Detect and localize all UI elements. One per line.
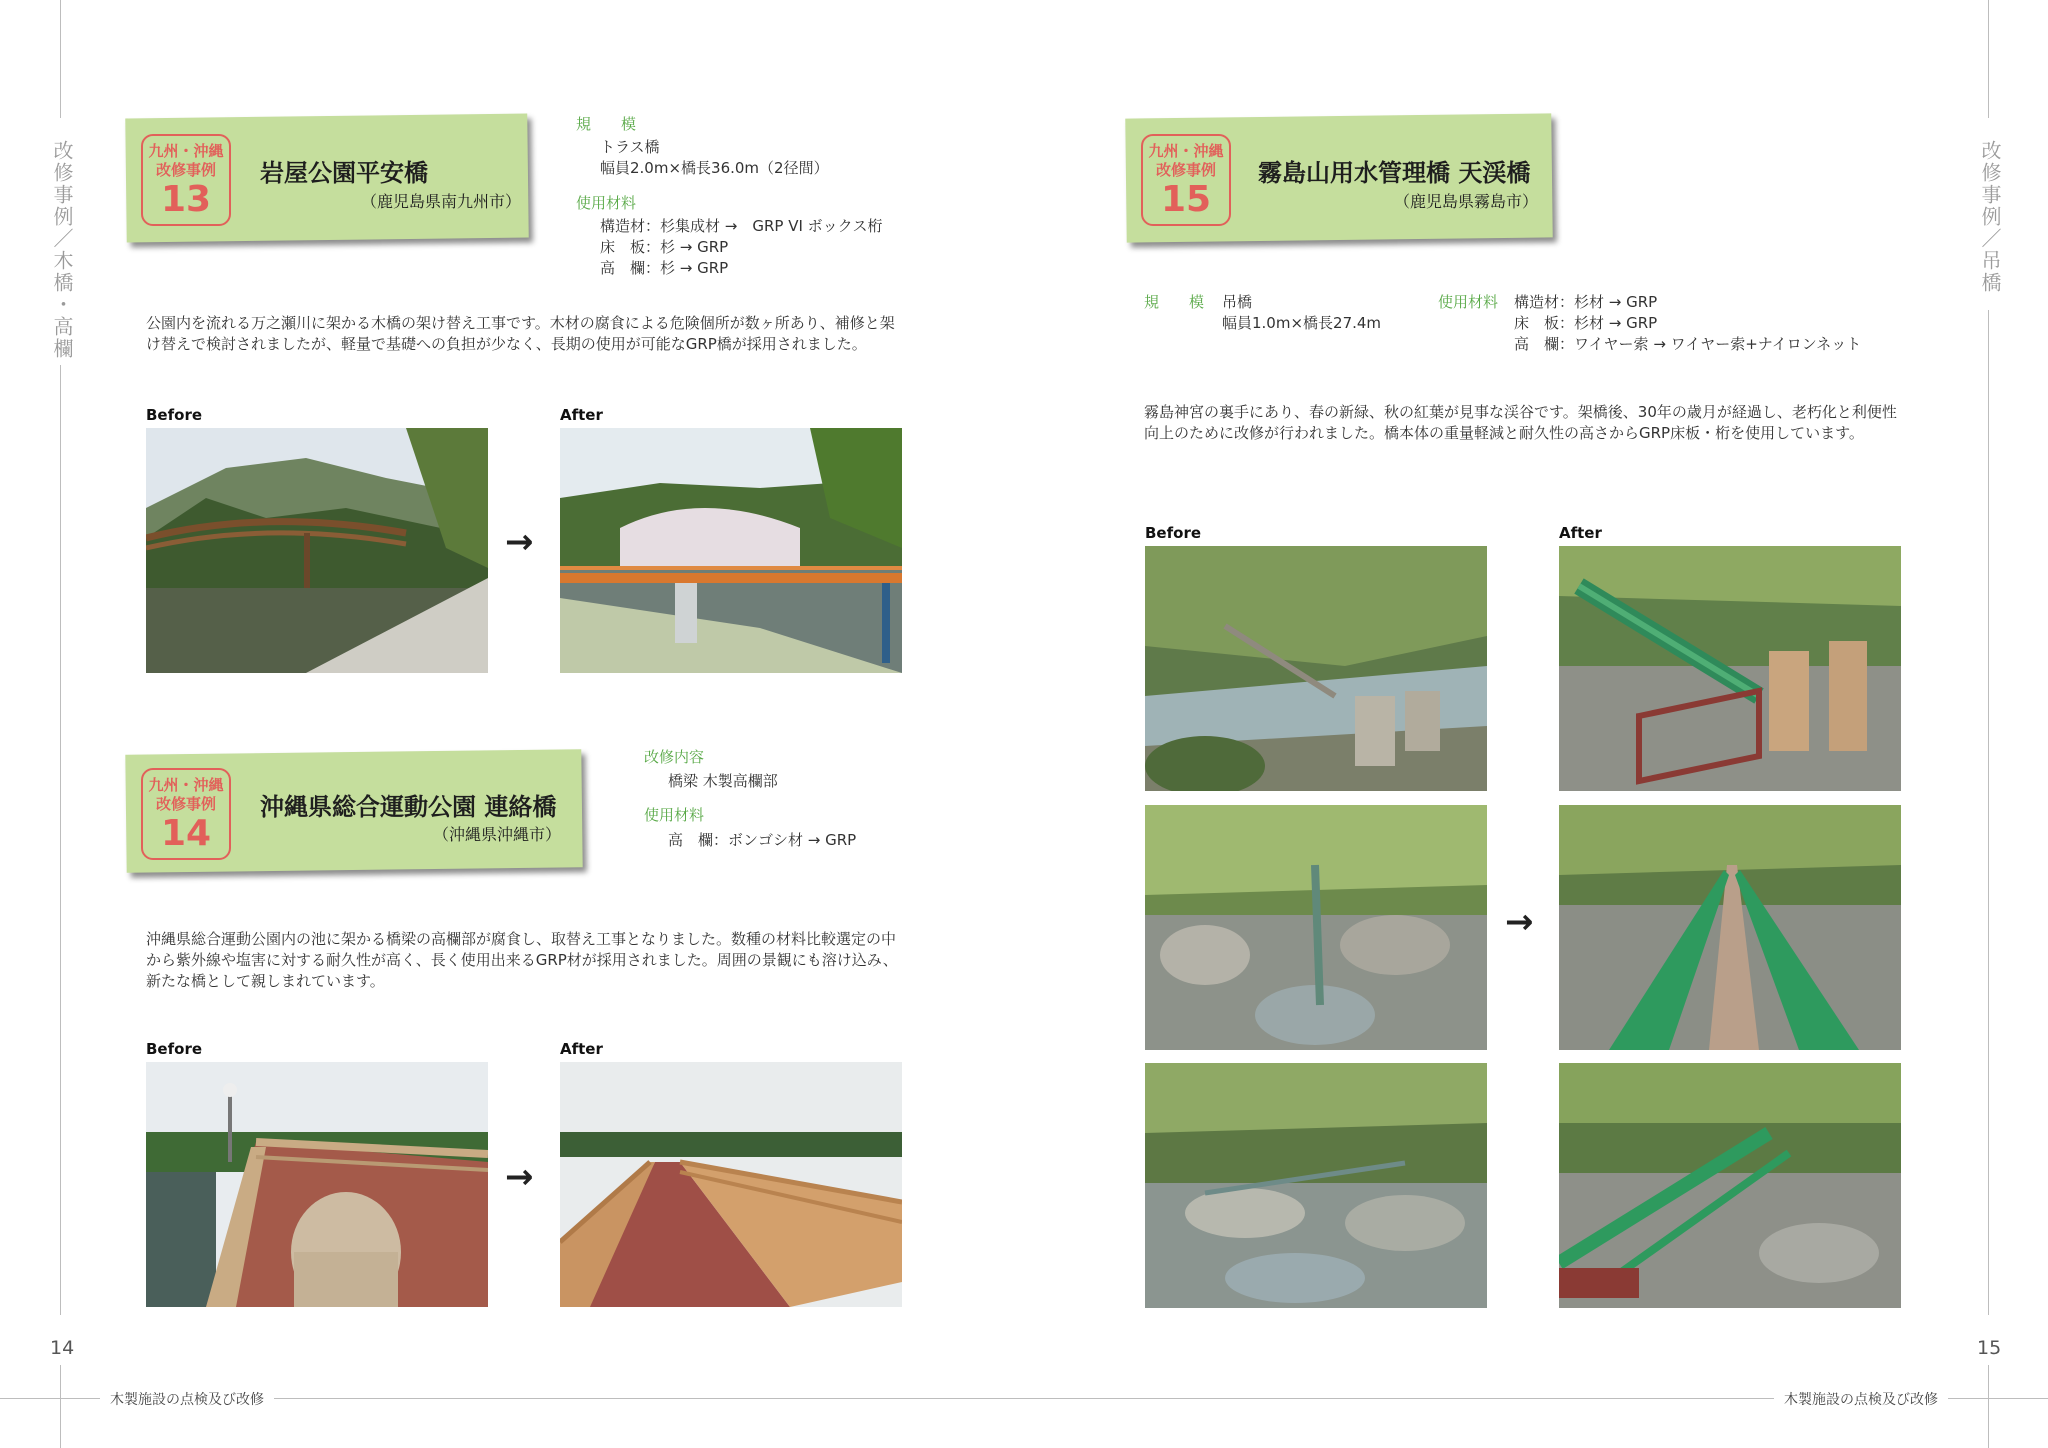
case14-arrow: → — [505, 1157, 534, 1197]
case15-material-deck: 床 板：杉材 → GRP — [1514, 314, 1658, 332]
case15-after-label: After — [1559, 524, 1602, 542]
case15-scale-type: 吊橋 — [1222, 293, 1253, 311]
case15-description: 霧島神宮の裏手にあり、春の新緑、秋の紅葉が見事な渓谷です。架橋後、30年の歳月が経過し、老朽化と利便性向上のために改修が行われました。橋本体の重量軽減と耐久性の高さからGRP床板・桁を使用しています。 — [1144, 403, 1897, 442]
case15-material-structure: 構造材：杉材 → GRP — [1514, 293, 1658, 311]
left-margin-line-bottom — [60, 365, 61, 1315]
sidebar-left-section-title: 改修事例／木橋・高欄 — [50, 140, 74, 360]
case15-after-photo-2 — [1559, 805, 1901, 1050]
page-number-left: 14 — [50, 1337, 75, 1359]
case15-after-photo-3 — [1559, 1063, 1901, 1308]
case14-material-railing: 高 欄：ボンゴシ材 → GRP — [668, 831, 857, 849]
footer-rule — [0, 1398, 2048, 1399]
case15-scale-dimensions: 幅員1.0m×橋長27.4m — [1222, 314, 1382, 332]
case13-after-photo — [560, 428, 902, 673]
case13-before-photo — [146, 428, 488, 673]
case14-badge-number: 14 — [160, 813, 212, 854]
case13-location: （鹿児島県南九州市） — [361, 192, 522, 211]
right-footer-tick — [1988, 1365, 1989, 1448]
page-number-right: 15 — [1977, 1337, 2002, 1359]
case15-material-railing: 高 欄：ワイヤー索 → ワイヤー索+ナイロンネット — [1514, 335, 1862, 353]
case13-after-label: After — [560, 406, 603, 424]
case15-badge — [1141, 134, 1231, 226]
case14-before-photo — [146, 1062, 488, 1307]
case15-badge-number: 15 — [1160, 179, 1212, 220]
footer-title-left: 木製施設の点検及び改修 — [100, 1389, 274, 1409]
case15-after-photo-1 — [1559, 546, 1901, 791]
case15-arrow: → — [1505, 902, 1534, 942]
case14-title: 沖縄県総合運動公園 連絡橋 — [260, 793, 557, 821]
case15-before-photo-3 — [1145, 1063, 1487, 1308]
case15-before-photo-1 — [1145, 546, 1487, 791]
case14-badge — [141, 768, 231, 860]
case13-scale-heading: 規 模 — [576, 115, 637, 133]
case13-material-railing: 高 欄：杉 → GRP — [600, 259, 729, 277]
case13-arrow: → — [505, 522, 534, 562]
case14-location: （沖縄県沖縄市） — [433, 825, 562, 844]
right-margin-line-bottom — [1988, 310, 1989, 1315]
case15-badge-region: 九州・沖縄 — [1148, 142, 1224, 160]
right-margin-line-top — [1988, 0, 1989, 118]
case14-content-line: 橋梁 木製高欄部 — [668, 772, 778, 790]
case13-badge-kind: 改修事例 — [155, 161, 216, 179]
case15-materials-heading: 使用材料 — [1438, 293, 1499, 311]
case15-badge-kind: 改修事例 — [1155, 161, 1216, 179]
case13-description: 公園内を流れる万之瀬川に架かる木橋の架け替え工事です。木材の腐食による危険個所が数ヶ所あり、補修と架け替えで検討されましたが、軽量で基礎への負担が少なく、長期の使用が可能なGRP橋が採用されました。 — [146, 314, 895, 353]
case13-scale-dimensions: 幅員2.0m×橋長36.0m（2径間） — [600, 159, 829, 177]
footer-title-right: 木製施設の点検及び改修 — [1774, 1389, 1948, 1409]
case14-badge-kind: 改修事例 — [155, 795, 216, 813]
sidebar-right-section-title: 改修事例／吊橋 — [1978, 140, 2002, 294]
case13-before-label: Before — [146, 406, 203, 424]
case15-before-label: Before — [1145, 524, 1202, 542]
case14-after-label: After — [560, 1040, 603, 1058]
case13-badge-number: 13 — [160, 179, 212, 220]
case13-badge-region: 九州・沖縄 — [148, 142, 224, 160]
left-margin-line-top — [60, 0, 61, 118]
case13-materials-heading: 使用材料 — [576, 194, 637, 212]
case14-after-photo — [560, 1062, 902, 1307]
case13-badge — [141, 134, 231, 226]
case14-badge-region: 九州・沖縄 — [148, 776, 224, 794]
case14-content-heading: 改修内容 — [644, 748, 705, 766]
case13-material-structure: 構造材：杉集成材 → GRP VI ボックス桁 — [600, 217, 883, 235]
case14-materials-heading: 使用材料 — [644, 806, 705, 824]
case15-title: 霧島山用水管理橋 天渓橋 — [1258, 159, 1531, 187]
case15-location: （鹿児島県霧島市） — [1394, 192, 1539, 211]
case13-scale-type: トラス橋 — [600, 138, 660, 156]
left-footer-tick — [60, 1365, 61, 1448]
case14-before-label: Before — [146, 1040, 203, 1058]
case13-material-deck: 床 板：杉 → GRP — [600, 238, 729, 256]
case14-description: 沖縄県総合運動公園内の池に架かる橋梁の高欄部が腐食し、取替え工事となりました。数種の材料比較選定の中から紫外線や塩害に対する耐久性が高く、長く使用出来るGRP材が採用されました。周囲の景観にも溶け込み、新たな橋として親しまれています。 — [146, 930, 898, 990]
case15-before-photo-2 — [1145, 805, 1487, 1050]
case13-title: 岩屋公園平安橋 — [260, 159, 428, 187]
case15-scale-heading: 規 模 — [1144, 293, 1205, 311]
